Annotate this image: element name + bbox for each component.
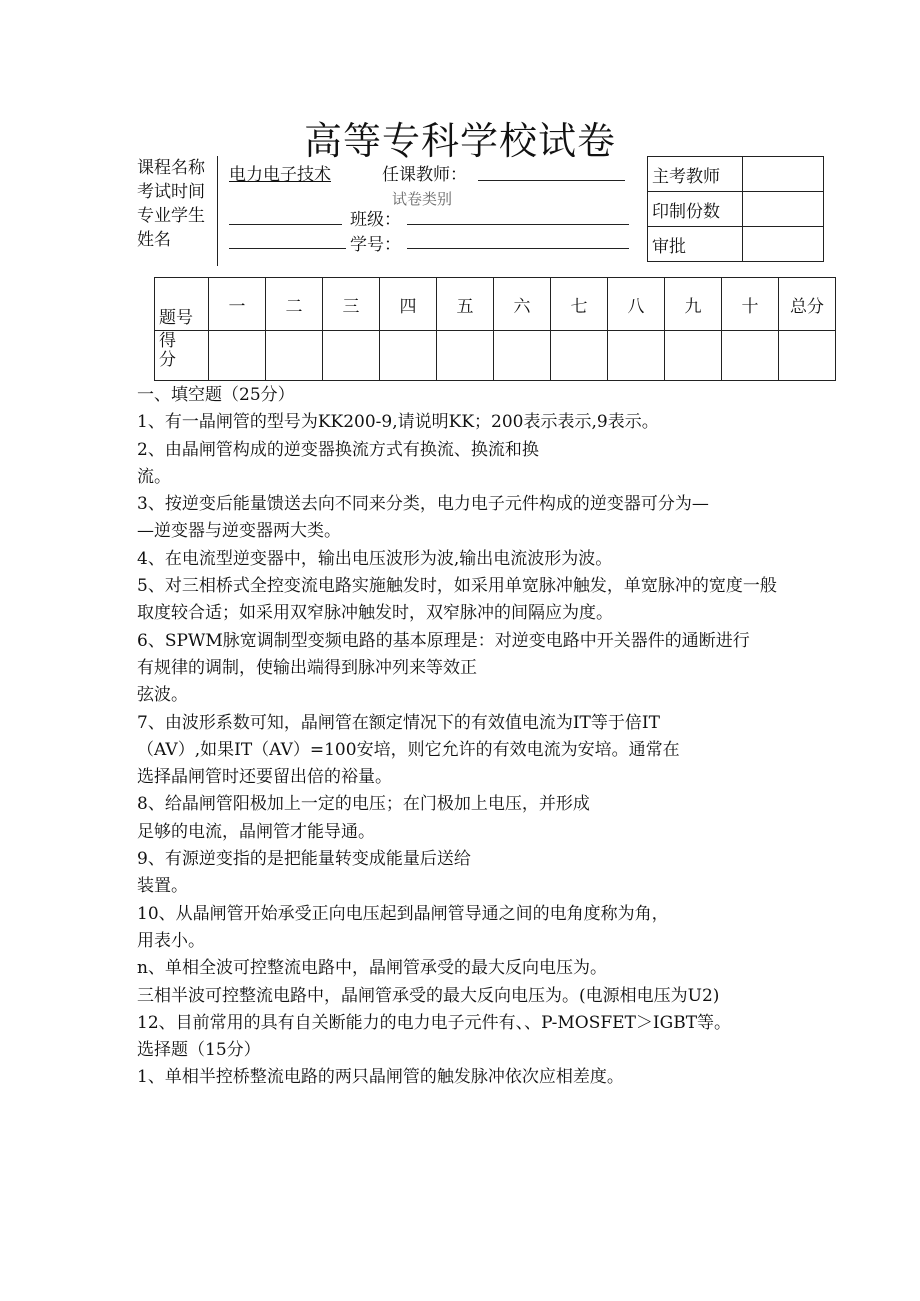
- total-score-cell[interactable]: [779, 331, 836, 381]
- print-copies-value[interactable]: [743, 192, 824, 227]
- question-list: [137, 382, 837, 1092]
- major-field-line[interactable]: [229, 224, 342, 225]
- section-heading: 一、填空题（25分）: [137, 385, 295, 405]
- question-line: 8、给晶闸管阳极加上一定的电压；在门极加上电压，并形成: [137, 794, 590, 815]
- question-line: 流。: [137, 466, 171, 487]
- question-line: 弦波。: [137, 685, 188, 706]
- column-header: 五: [437, 278, 494, 331]
- column-header: 一: [209, 278, 266, 331]
- class-field-line[interactable]: [407, 224, 629, 225]
- question-line: 10、从晶闸管开始承受正向电压起到晶闸管导通之间的电角度称为角，: [137, 903, 669, 924]
- page-title: 高等专科学校试卷: [303, 119, 616, 163]
- score-cell[interactable]: [266, 331, 323, 381]
- name-field-line[interactable]: [229, 248, 346, 249]
- score-cell[interactable]: [380, 331, 437, 381]
- approval-value[interactable]: [743, 227, 824, 262]
- question-line: 4、在电流型逆变器中，输出电压波形为波,输出电流波形为波。: [137, 548, 613, 569]
- question-line: 7、由波形系数可知，晶闸管在额定情况下的有效值电流为IT等于倍IT: [137, 712, 660, 733]
- score-cell[interactable]: [494, 331, 551, 381]
- score-row-header: 得 分: [155, 331, 209, 381]
- column-header: 四: [380, 278, 437, 331]
- student-id-label: 学号：: [350, 235, 401, 255]
- question-line: （AV）,如果IT（AV）=100安培，则它允许的有效电流为安培。通常在: [137, 739, 680, 760]
- question-line: 2、由晶闸管构成的逆变器换流方式有换流、换流和换: [137, 439, 539, 460]
- question-line: 5、对三相桥式全控变流电路实施触发时，如采用单宽脉冲触发，单宽脉冲的宽度一般: [137, 576, 777, 597]
- score-cell[interactable]: [722, 331, 779, 381]
- question-line: 装置。: [137, 876, 188, 897]
- course-name-value: 电力电子技术: [229, 165, 331, 185]
- score-table: [154, 277, 836, 381]
- label-name: 姓名: [137, 230, 171, 250]
- class-label: 班级：: [350, 210, 401, 230]
- score-cell[interactable]: [551, 331, 608, 381]
- question-line: 选择晶闸管时还要留出倍的裕量。: [137, 767, 392, 788]
- label-major-student: 专业学生: [137, 206, 205, 226]
- question-line: 3、按逆变后能量馈送去向不同来分类，电力电子元件构成的逆变器可分为—: [137, 494, 709, 515]
- column-header: 三: [323, 278, 380, 331]
- question-line: 三相半波可控整流电路中，晶闸管承受的最大反向电压为。(电源相电压为U2): [137, 985, 720, 1006]
- chief-examiner-value[interactable]: [743, 157, 824, 192]
- question-line: 12、目前常用的具有自关断能力的电力电子元件有、、P-MOSFET＞IGBT等。: [137, 1012, 732, 1033]
- section-heading: 选择题（15分）: [137, 1040, 261, 1061]
- student-id-field-line[interactable]: [407, 248, 629, 249]
- column-header: 九: [665, 278, 722, 331]
- column-header: 十: [722, 278, 779, 331]
- total-header: 总分: [779, 278, 836, 331]
- column-header: 八: [608, 278, 665, 331]
- column-header: 六: [494, 278, 551, 331]
- question-number-header: 题号: [155, 278, 209, 331]
- question-line: 取度较合适；如采用双窄脉冲触发时，双窄脉冲的间隔应为度。: [137, 603, 613, 624]
- teacher-field-line[interactable]: [478, 180, 625, 181]
- question-line: 足够的电流，晶闸管才能导通。: [137, 821, 375, 842]
- question-line: 有规律的调制，使输出端得到脉冲列来等效正: [137, 657, 477, 678]
- score-cell[interactable]: [665, 331, 722, 381]
- question-line: 用表小。: [137, 930, 205, 951]
- approval-box: [647, 156, 824, 262]
- score-cell[interactable]: [323, 331, 380, 381]
- score-cell[interactable]: [437, 331, 494, 381]
- print-copies-label: 印制份数: [648, 192, 743, 227]
- approval-label: 审批: [648, 227, 743, 262]
- question-line: n、单相全波可控整流电路中，晶闸管承受的最大反向电压为。: [137, 958, 607, 979]
- label-exam-time: 考试时间: [137, 182, 205, 202]
- header-labels: [137, 156, 217, 252]
- question-line: 1、单相半控桥整流电路的两只晶闸管的触发脉冲依次应相差度。: [137, 1067, 624, 1088]
- column-header: 二: [266, 278, 323, 331]
- question-line: 6、SPWM脉宽调制型变频电路的基本原理是：对逆变电路中开关器件的通断进行: [137, 630, 750, 651]
- label-course-name: 课程名称: [137, 158, 205, 178]
- question-line: 9、有源逆变指的是把能量转变成能量后送给: [137, 849, 471, 870]
- question-line: —逆变器与逆变器两大类。: [137, 521, 341, 542]
- exam-type-label: 试卷类别: [392, 190, 453, 208]
- column-header: 七: [551, 278, 608, 331]
- header-divider: [217, 156, 218, 266]
- question-line: 1、有一晶闸管的型号为KK200-9,请说明KK；200表示表示,9表示。: [137, 412, 659, 433]
- chief-examiner-label: 主考教师: [648, 157, 743, 192]
- score-cell[interactable]: [209, 331, 266, 381]
- teacher-label: 任课教师：: [382, 165, 467, 185]
- score-cell[interactable]: [608, 331, 665, 381]
